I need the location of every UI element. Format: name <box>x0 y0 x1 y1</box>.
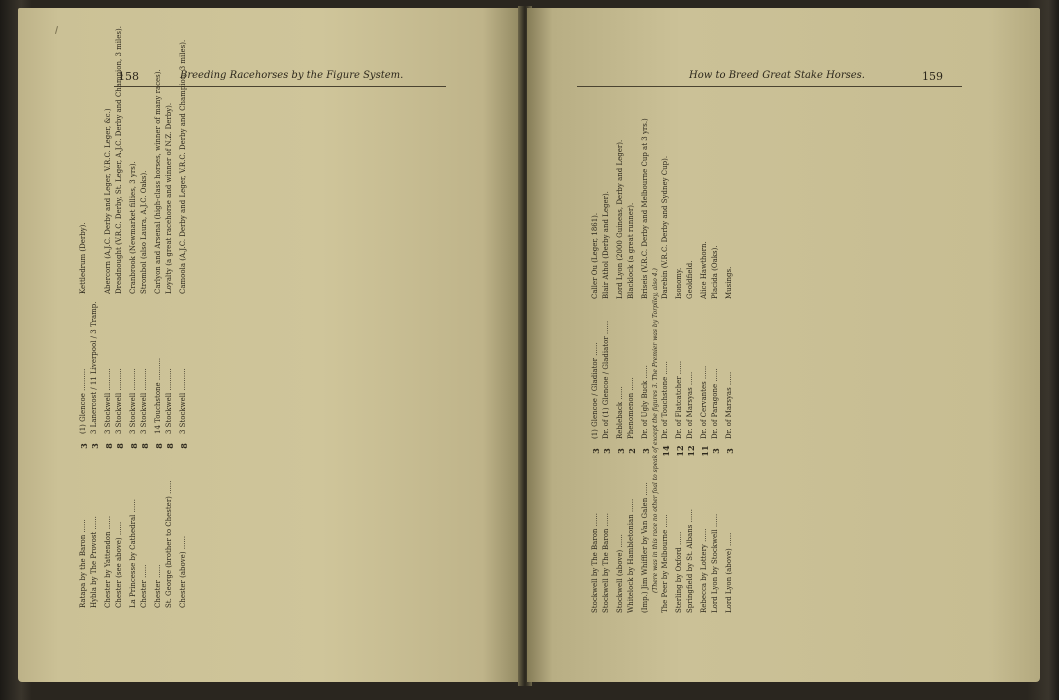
sire-cell: Sterling by Oxford ...... <box>675 531 683 613</box>
sire-cell: Chester ...... <box>154 564 162 608</box>
table-row <box>628 93 636 613</box>
winner-cell: Cranbrook (Newmarket fillies, 3 yrs). <box>129 161 137 294</box>
issue-cell: 3 Stockwell .......... <box>115 368 123 434</box>
issue-cell: 14 Touchstone .......... <box>154 357 162 434</box>
figure-cell: 3 <box>641 448 651 454</box>
issue-cell: Dr. of (1) Glencoe / Gladiator ...... <box>602 320 610 439</box>
winner-cell: Lord Lyon (2000 Guineas, Derby and Leger). <box>616 139 624 299</box>
issue-cell: (1) Glencoe .......... <box>79 368 87 434</box>
sire-cell: Stockwell (above) ...... <box>616 534 624 613</box>
winner-cell: Blacklock (a great runner). <box>627 202 635 299</box>
winner-cell: Blair Athol (Derby and Leger). <box>602 191 610 299</box>
issue-cell: 3 Lanercost / 11 Liverpool / 3 Tramp. <box>90 301 98 434</box>
sire-cell: Chester (see above) ...... <box>115 521 123 608</box>
winner-cell: Loyalty (a great racehorse and winner of N.Z. Derby). <box>165 102 173 294</box>
figure-cell: 12 <box>686 445 696 457</box>
pencil-mark <box>55 26 58 34</box>
winner-cell: Abercorn (A.J.C. Derby and Leger, V.R.C. Leger, &c.) <box>104 108 112 294</box>
figure-cell: 8 <box>179 443 189 449</box>
figure-cell: 14 <box>661 445 671 457</box>
sire-cell: St. George (brother to Chester) ...... <box>165 480 173 608</box>
sire-cell: Stockwell by The Baron ...... <box>591 513 599 613</box>
figure-cell: 11 <box>700 445 710 457</box>
table-row <box>712 93 720 613</box>
figure-cell: 8 <box>140 443 150 449</box>
figure-cell: 3 <box>591 448 601 454</box>
sire-cell: Chester ...... <box>140 564 148 608</box>
sire-cell: Chester by Yattendon ...... <box>104 515 112 608</box>
figure-cell: 3 <box>90 443 100 449</box>
figure-cell: 12 <box>675 445 685 457</box>
sire-cell: Stockwell by The Baron ...... <box>602 513 610 613</box>
sire-cell: Hybla by The Provost ...... <box>90 516 98 608</box>
issue-cell: 3 Stockwell .......... <box>165 368 173 434</box>
issue-cell: 3 Stockwell .......... <box>179 368 187 434</box>
issue-cell: Dr. of Touchstone ...... <box>661 361 669 439</box>
sire-cell: Chester (above) ...... <box>179 535 187 608</box>
sire-cell: Rebecca by Lottery ...... <box>700 528 708 613</box>
issue-cell: Dr. of Ugly Buck ...... <box>641 365 649 439</box>
sire-cell: Lord Lyon by Stockwell ...... <box>711 513 719 613</box>
winner-cell: Dreadnought (V.R.C. Derby, St. Leger, A.J.C. Derby and Champion, 3 miles). <box>115 26 123 294</box>
issue-cell: Dr. of Flatcatcher ...... <box>675 360 683 439</box>
figure-cell: 8 <box>115 443 125 449</box>
figure-cell: 8 <box>154 443 164 449</box>
left-page-number: 158 <box>118 70 139 83</box>
left-page <box>18 8 523 682</box>
table-row <box>676 93 684 613</box>
issue-cell: Phenomenon ...... <box>627 377 635 439</box>
issue-cell: Dr. of Marsyas ...... <box>725 371 733 439</box>
table-row <box>726 93 734 613</box>
table-row <box>166 98 174 608</box>
sire-cell: Lord Lyon (above) ...... <box>725 532 733 613</box>
table-row <box>179 39 189 608</box>
table-row <box>91 98 99 608</box>
winner-cell: Placida (Oaks). <box>711 245 719 299</box>
issue-cell: 3 Stockwell .......... <box>140 368 148 434</box>
winner-cell: Caller Ou (Leger, 1861). <box>591 212 599 299</box>
winner-cell: Kettledrum (Derby). <box>79 222 87 294</box>
issue-cell: Dr. of Marsyas ...... <box>686 371 694 439</box>
right-table <box>592 93 1012 613</box>
winner-cell: Isonomy. <box>675 267 683 299</box>
figure-cell: 3 <box>725 448 735 454</box>
table-row <box>105 98 113 608</box>
sire-cell: La Princesse by Cathedral ...... <box>129 499 137 608</box>
winner-cell: Camoola (A.J.C. Derby and Leger, V.R.C. Derby and Champion, 3 miles). <box>179 39 187 294</box>
issue-cell: 3 Stockwell .......... <box>129 368 137 434</box>
figure-cell: 3 <box>711 448 721 454</box>
table-row <box>130 98 138 608</box>
winner-cell: Strombol (also Laura, A.J.C. Oaks). <box>140 170 148 294</box>
issue-cell: Rebleback ...... <box>616 386 624 439</box>
right-running-title: How to Breed Great Stake Horses. <box>689 70 865 81</box>
issue-cell: (1) Glencoe / Gladiator ...... <box>591 342 599 439</box>
issue-cell: Dr. of Paragone ...... <box>711 368 719 439</box>
table-row <box>603 93 611 613</box>
right-page <box>527 8 1040 682</box>
sire-cell: The Peer by Melbourne ...... <box>661 514 669 613</box>
figure-cell: 8 <box>104 443 114 449</box>
table-row <box>701 93 709 613</box>
winner-cell: Briseis (V.R.C. Derby and Melbourne Cup at 3 yrs.) <box>641 118 649 299</box>
issue-cell: 3 Stockwell .......... <box>104 368 112 434</box>
figure-cell: 3 <box>79 443 89 449</box>
footnote: (There was in this race no other foal to speak of except the figures 3. The Premier was by Torpiley, also 4.) <box>652 268 659 593</box>
table-row <box>642 93 650 613</box>
figure-cell: 8 <box>129 443 139 449</box>
sire-cell: Springfield by St. Albans ...... <box>686 509 694 613</box>
winner-cell: Alice Hawthorn. <box>700 241 708 299</box>
sire-cell: Whitelock by Hambletonian ...... <box>627 498 635 613</box>
figure-cell: 3 <box>616 448 626 454</box>
issue-cell: Dr. of Cervantes ...... <box>700 365 708 439</box>
winner-cell: Musings. <box>725 266 733 299</box>
table-row <box>687 93 695 613</box>
table-row <box>617 93 625 613</box>
sire-cell: (Imp.) Jim Whiffler by Van Galen ...... <box>641 482 649 613</box>
winner-cell: Geoldfield. <box>686 260 694 299</box>
winner-cell: Darebin (V.R.C. Derby and Sydney Cup). <box>661 155 669 299</box>
table-row <box>141 98 149 608</box>
table-row <box>154 69 164 608</box>
right-header-rule <box>577 86 962 87</box>
table-row <box>80 98 88 608</box>
figure-cell: 3 <box>602 448 612 454</box>
table-row <box>115 26 125 608</box>
table-row <box>592 93 600 613</box>
table-row <box>662 93 670 613</box>
winner-cell: Carlyon and Arsenal (high-class horses, winner of many races). <box>154 69 162 294</box>
figure-cell: 2 <box>627 448 637 454</box>
figure-cell: 8 <box>165 443 175 449</box>
left-running-title: Breeding Racehorses by the Figure System. <box>180 70 404 81</box>
sire-cell: Ratapa by the Baron ...... <box>79 519 87 608</box>
right-page-number: 159 <box>922 70 943 83</box>
left-header-rule <box>114 86 446 87</box>
